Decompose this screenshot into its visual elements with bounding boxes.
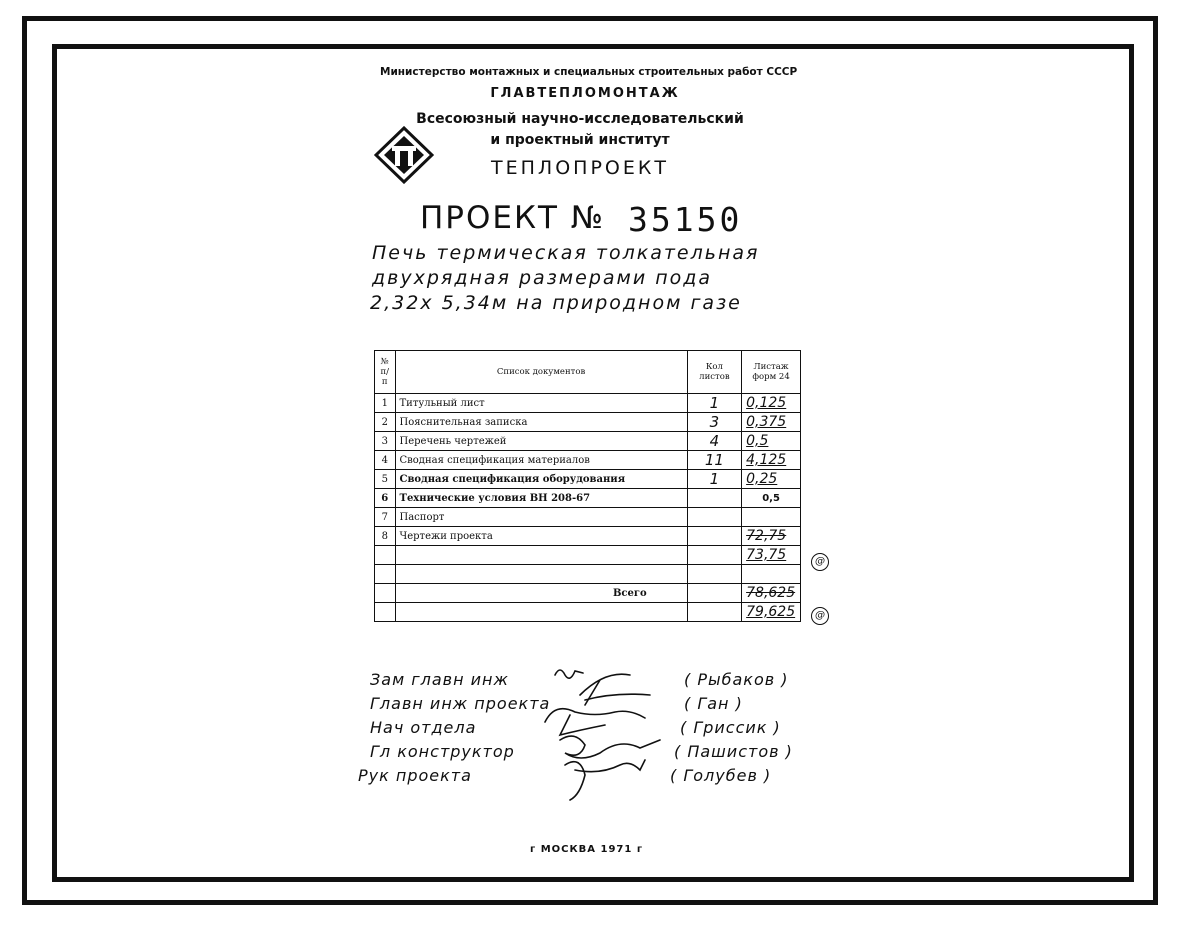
table-row	[375, 527, 801, 546]
signature-role-4: Гл конструктор	[370, 742, 515, 761]
row-count: 4	[687, 432, 741, 451]
city-year: г МОСКВА 1971 г	[530, 844, 644, 855]
row-no: 7	[375, 508, 396, 527]
row-name: Сводная спецификация материалов	[395, 451, 687, 470]
row-no: 4	[375, 451, 396, 470]
ministry-line: Министерство монтажных и специальных строительных работ СССР	[380, 66, 798, 78]
table-row	[375, 432, 801, 451]
row-name: Сводная спецификация оборудования	[395, 470, 687, 489]
row-sheets: 0,25	[742, 470, 801, 489]
institute-line-2: и проектный институт	[490, 132, 670, 148]
project-description-line-1: Печь термическая толкательная	[372, 242, 760, 264]
project-number: 35150	[628, 200, 743, 239]
row-name: Технические условия ВН 208-67	[395, 489, 687, 508]
table-row	[375, 470, 801, 489]
project-description-line-3: 2,32х 5,34м на природном газе	[370, 292, 742, 314]
institute-line-1: Всесоюзный научно-исследовательский	[416, 111, 744, 127]
row-count	[687, 489, 741, 508]
row-name: Титульный лист	[395, 394, 687, 413]
col-header-no: № п/п	[375, 351, 396, 394]
signature-role-3: Нач отдела	[370, 718, 477, 737]
documents-table	[374, 350, 801, 622]
teploproekt-logo-icon	[374, 126, 434, 184]
table-row	[375, 413, 801, 432]
col-header-count: Кол листов	[687, 351, 741, 394]
total-label: Всего	[395, 584, 687, 603]
drawings-corrected-sheets: 73,75	[742, 546, 801, 565]
handwritten-signatures	[530, 660, 680, 805]
row-sheets: 4,125	[742, 451, 801, 470]
row-no: 5	[375, 470, 396, 489]
row-count	[687, 508, 741, 527]
signature-name-2: ( Ган )	[684, 694, 743, 713]
table-row-correction	[375, 546, 801, 565]
table-row	[375, 451, 801, 470]
table-row	[375, 394, 801, 413]
row-count: 1	[687, 394, 741, 413]
row-sheets: 0,5	[742, 489, 801, 508]
row-sheets: 0,5	[742, 432, 801, 451]
table-row	[375, 508, 801, 527]
col-header-name: Список документов	[395, 351, 687, 394]
table-header-row	[375, 351, 801, 394]
row-count: 3	[687, 413, 741, 432]
row-no: 8	[375, 527, 396, 546]
row-no: 6	[375, 489, 396, 508]
row-no: 2	[375, 413, 396, 432]
row-count: 11	[687, 451, 741, 470]
row-name: Чертежи проекта	[395, 527, 687, 546]
table-row-total-corrected	[375, 603, 801, 622]
table-row-blank	[375, 565, 801, 584]
row-name: Перечень чертежей	[395, 432, 687, 451]
signature-role-5: Рук проекта	[358, 766, 472, 785]
glavk-line: ГЛАВТЕПЛОМОНТАЖ	[490, 86, 680, 101]
row-name: Паспорт	[395, 508, 687, 527]
row-sheets-struck: 72,75	[742, 527, 801, 546]
row-sheets: 0,375	[742, 413, 801, 432]
project-title: ПРОЕКТ №	[420, 200, 606, 236]
row-sheets	[742, 508, 801, 527]
signature-name-5: ( Голубев )	[670, 766, 772, 785]
signature-name-3: ( Гриссик )	[680, 718, 781, 737]
col-header-sheets: Листаж форм 24	[742, 351, 801, 394]
signature-name-4: ( Пашистов )	[674, 742, 793, 761]
total-new-sheets: 79,625	[742, 603, 801, 622]
row-no: 3	[375, 432, 396, 451]
row-count	[687, 527, 741, 546]
table-row-total	[375, 584, 801, 603]
correction-mark-1: @	[811, 553, 829, 571]
row-no: 1	[375, 394, 396, 413]
table-row	[375, 489, 801, 508]
total-old-sheets: 78,625	[742, 584, 801, 603]
row-sheets: 0,125	[742, 394, 801, 413]
institute-name: ТЕПЛОПРОЕКТ	[491, 157, 669, 179]
row-count: 1	[687, 470, 741, 489]
signature-name-1: ( Рыбаков )	[684, 670, 789, 689]
signature-role-2: Главн инж проекта	[370, 694, 551, 713]
row-name: Пояснительная записка	[395, 413, 687, 432]
signature-role-1: Зам главн инж	[370, 670, 509, 689]
project-description-line-2: двухрядная размерами пода	[372, 267, 713, 289]
correction-mark-2: @	[811, 607, 829, 625]
